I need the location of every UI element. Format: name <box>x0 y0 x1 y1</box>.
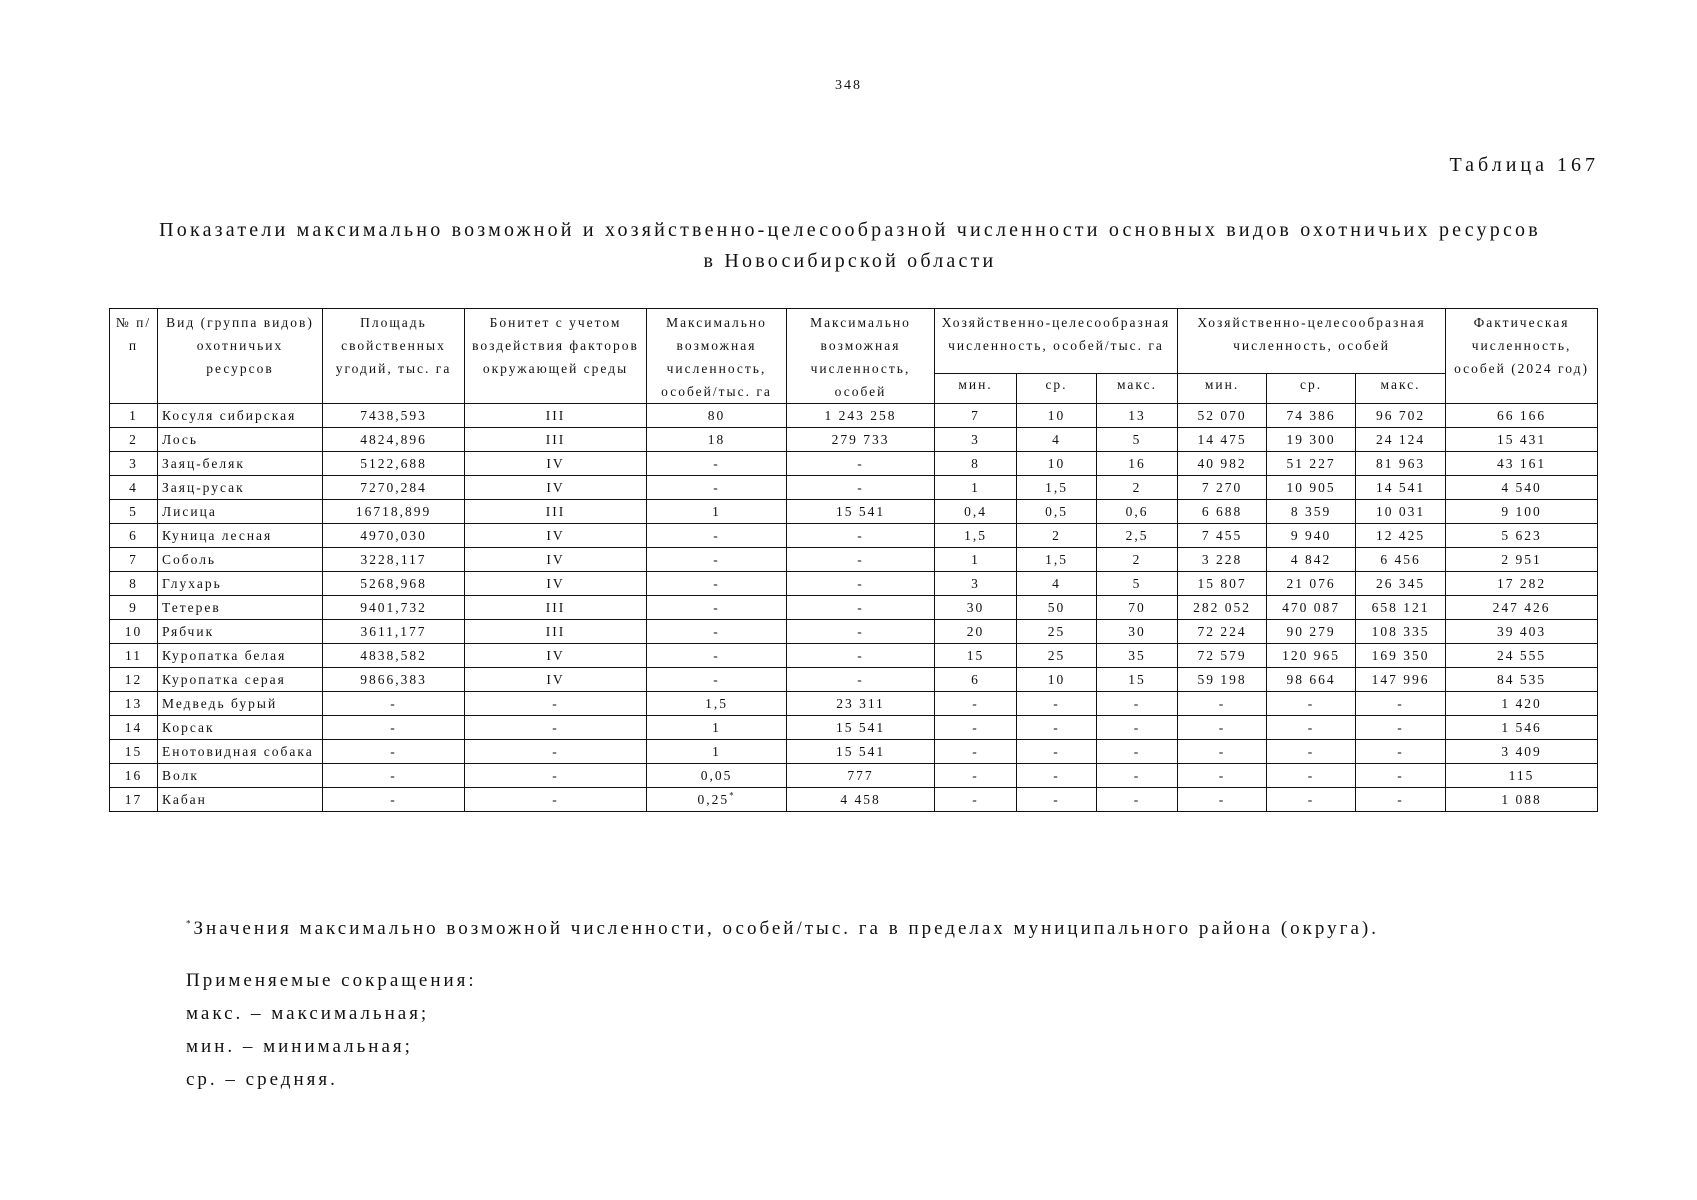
cell-density-max: - <box>1097 716 1178 740</box>
cell-species: Тетерев <box>158 596 323 620</box>
cell-area: 3228,117 <box>323 548 465 572</box>
cell-bonitet: - <box>465 716 647 740</box>
cell-num: 10 <box>110 620 158 644</box>
cell-density-min: - <box>935 740 1017 764</box>
cell-max-count: - <box>787 548 935 572</box>
cell-actual: 1 420 <box>1446 692 1598 716</box>
cell-bonitet: III <box>465 500 647 524</box>
cell-count-max: 14 541 <box>1356 476 1446 500</box>
cell-count-min: - <box>1178 692 1267 716</box>
cell-density-min: 0,4 <box>935 500 1017 524</box>
cell-bonitet: III <box>465 428 647 452</box>
cell-actual: 1 546 <box>1446 716 1598 740</box>
cell-density-max: - <box>1097 740 1178 764</box>
cell-count-min: 15 807 <box>1178 572 1267 596</box>
cell-num: 4 <box>110 476 158 500</box>
cell-max-count: - <box>787 476 935 500</box>
header-max-count: Максимально возможная численность, особей <box>787 309 935 404</box>
cell-density-avg: 25 <box>1017 644 1097 668</box>
cell-species: Глухарь <box>158 572 323 596</box>
cell-bonitet: - <box>465 764 647 788</box>
abbreviation-item: ср. – средняя. <box>186 1069 338 1090</box>
table-row <box>110 476 1598 500</box>
cell-actual: 4 540 <box>1446 476 1598 500</box>
header-bonitet: Бонитет с учетом воздействия факторов окружающей среды <box>465 309 647 404</box>
header-max-density: Максимально возможная численность, особей/тыс. га <box>647 309 787 404</box>
cell-actual: 3 409 <box>1446 740 1598 764</box>
cell-max-density: - <box>647 620 787 644</box>
cell-density-min: 6 <box>935 668 1017 692</box>
cell-density-max: - <box>1097 692 1178 716</box>
cell-density-min: 3 <box>935 428 1017 452</box>
cell-max-count: - <box>787 668 935 692</box>
cell-num: 7 <box>110 548 158 572</box>
cell-num: 1 <box>110 404 158 428</box>
cell-density-min: 1 <box>935 548 1017 572</box>
cell-density-max: 5 <box>1097 572 1178 596</box>
cell-area: 4824,896 <box>323 428 465 452</box>
cell-area: 5268,968 <box>323 572 465 596</box>
cell-species: Куница лесная <box>158 524 323 548</box>
cell-count-min: 59 198 <box>1178 668 1267 692</box>
cell-density-max: 30 <box>1097 620 1178 644</box>
cell-num: 3 <box>110 452 158 476</box>
cell-species: Заяц-беляк <box>158 452 323 476</box>
cell-max-density: 0,25* <box>647 788 787 812</box>
cell-count-min: 3 228 <box>1178 548 1267 572</box>
cell-count-avg: - <box>1267 788 1356 812</box>
cell-density-min: 8 <box>935 452 1017 476</box>
cell-count-min: 7 455 <box>1178 524 1267 548</box>
cell-species: Кабан <box>158 788 323 812</box>
cell-bonitet: IV <box>465 524 647 548</box>
cell-count-max: - <box>1356 788 1446 812</box>
table-row <box>110 644 1598 668</box>
cell-actual: 24 555 <box>1446 644 1598 668</box>
footnote-mark: * <box>186 918 194 929</box>
cell-density-min: 30 <box>935 596 1017 620</box>
cell-area: - <box>323 788 465 812</box>
table-body <box>110 404 1598 812</box>
cell-area: 5122,688 <box>323 452 465 476</box>
cell-area: 9401,732 <box>323 596 465 620</box>
cell-count-max: 12 425 <box>1356 524 1446 548</box>
cell-max-count: 23 311 <box>787 692 935 716</box>
cell-count-min: 72 224 <box>1178 620 1267 644</box>
table-row <box>110 524 1598 548</box>
cell-density-max: 0,6 <box>1097 500 1178 524</box>
cell-num: 5 <box>110 500 158 524</box>
cell-actual: 247 426 <box>1446 596 1598 620</box>
cell-max-count: 4 458 <box>787 788 935 812</box>
cell-max-density: 1 <box>647 740 787 764</box>
cell-density-avg: 50 <box>1017 596 1097 620</box>
header-density-max: макс. <box>1097 373 1178 403</box>
cell-density-avg: - <box>1017 764 1097 788</box>
cell-max-density: - <box>647 668 787 692</box>
cell-count-max: 24 124 <box>1356 428 1446 452</box>
cell-density-avg: - <box>1017 716 1097 740</box>
cell-bonitet: - <box>465 740 647 764</box>
cell-max-count: - <box>787 452 935 476</box>
cell-max-count: - <box>787 620 935 644</box>
cell-count-avg: - <box>1267 716 1356 740</box>
cell-count-min: 282 052 <box>1178 596 1267 620</box>
cell-bonitet: III <box>465 404 647 428</box>
cell-max-count: 15 541 <box>787 716 935 740</box>
cell-max-density: 1 <box>647 500 787 524</box>
cell-density-max: 16 <box>1097 452 1178 476</box>
cell-count-avg: 10 905 <box>1267 476 1356 500</box>
cell-bonitet: - <box>465 788 647 812</box>
cell-count-max: 147 996 <box>1356 668 1446 692</box>
cell-max-density: - <box>647 548 787 572</box>
cell-count-max: 96 702 <box>1356 404 1446 428</box>
table-row <box>110 404 1598 428</box>
cell-count-min: - <box>1178 788 1267 812</box>
cell-max-density: 18 <box>647 428 787 452</box>
cell-max-density: - <box>647 572 787 596</box>
table-row <box>110 572 1598 596</box>
cell-max-count: - <box>787 596 935 620</box>
cell-count-min: 40 982 <box>1178 452 1267 476</box>
cell-count-min: - <box>1178 764 1267 788</box>
cell-species: Рябчик <box>158 620 323 644</box>
cell-actual: 84 535 <box>1446 668 1598 692</box>
cell-max-count: - <box>787 644 935 668</box>
table-row <box>110 740 1598 764</box>
table-row <box>110 764 1598 788</box>
cell-count-avg: 470 087 <box>1267 596 1356 620</box>
cell-count-max: 169 350 <box>1356 644 1446 668</box>
table-label: Таблица 167 <box>1449 154 1599 176</box>
cell-max-density: 1,5 <box>647 692 787 716</box>
cell-density-min: 1,5 <box>935 524 1017 548</box>
cell-count-max: 6 456 <box>1356 548 1446 572</box>
cell-actual: 17 282 <box>1446 572 1598 596</box>
header-num: № п/п <box>110 309 158 404</box>
cell-actual: 66 166 <box>1446 404 1598 428</box>
cell-num: 11 <box>110 644 158 668</box>
cell-count-min: 7 270 <box>1178 476 1267 500</box>
header-eco-density: Хозяйственно-целесообразная численность, особей/тыс. га <box>935 309 1178 374</box>
header-density-avg: ср. <box>1017 373 1097 403</box>
cell-max-density: 80 <box>647 404 787 428</box>
note-mark: * <box>729 790 736 801</box>
cell-area: - <box>323 764 465 788</box>
cell-count-max: - <box>1356 764 1446 788</box>
cell-density-avg: 10 <box>1017 452 1097 476</box>
cell-density-max: 5 <box>1097 428 1178 452</box>
cell-actual: 9 100 <box>1446 500 1598 524</box>
cell-density-max: 70 <box>1097 596 1178 620</box>
cell-density-avg: - <box>1017 740 1097 764</box>
cell-species: Лисица <box>158 500 323 524</box>
cell-species: Корсак <box>158 716 323 740</box>
cell-species: Заяц-русак <box>158 476 323 500</box>
cell-max-density: - <box>647 476 787 500</box>
cell-species: Куропатка серая <box>158 668 323 692</box>
abbreviation-item: макс. – максимальная; <box>186 1003 430 1024</box>
cell-bonitet: IV <box>465 476 647 500</box>
cell-area: 4970,030 <box>323 524 465 548</box>
header-eco-count: Хозяйственно-целесообразная численность, особей <box>1178 309 1446 374</box>
cell-actual: 115 <box>1446 764 1598 788</box>
cell-count-avg: 120 965 <box>1267 644 1356 668</box>
footnote-text: Значения максимально возможной численности, особей/тыс. га в пределах муниципального района (округа). <box>193 918 1379 939</box>
cell-bonitet: IV <box>465 668 647 692</box>
cell-max-count: 15 541 <box>787 500 935 524</box>
cell-count-min: 14 475 <box>1178 428 1267 452</box>
title-line-2: в Новосибирской области <box>703 250 997 272</box>
data-table <box>109 308 1598 812</box>
cell-density-avg: - <box>1017 788 1097 812</box>
cell-density-avg: 2 <box>1017 524 1097 548</box>
cell-density-max: 2 <box>1097 548 1178 572</box>
cell-max-count: 279 733 <box>787 428 935 452</box>
cell-count-max: - <box>1356 692 1446 716</box>
cell-species: Косуля сибирская <box>158 404 323 428</box>
table-row <box>110 716 1598 740</box>
footnote <box>186 918 1379 940</box>
cell-count-avg: 90 279 <box>1267 620 1356 644</box>
cell-actual: 1 088 <box>1446 788 1598 812</box>
cell-density-avg: 25 <box>1017 620 1097 644</box>
cell-count-min: 52 070 <box>1178 404 1267 428</box>
cell-density-avg: 1,5 <box>1017 476 1097 500</box>
cell-area: 9866,383 <box>323 668 465 692</box>
cell-species: Лось <box>158 428 323 452</box>
cell-count-avg: - <box>1267 692 1356 716</box>
document-title <box>110 215 1590 277</box>
table-row <box>110 692 1598 716</box>
cell-bonitet: IV <box>465 572 647 596</box>
header-actual: Фактическая численность, особей (2024 год) <box>1446 309 1598 404</box>
cell-density-max: 2 <box>1097 476 1178 500</box>
cell-area: - <box>323 740 465 764</box>
cell-count-avg: 19 300 <box>1267 428 1356 452</box>
cell-density-avg: 10 <box>1017 404 1097 428</box>
cell-num: 14 <box>110 716 158 740</box>
cell-species: Медведь бурый <box>158 692 323 716</box>
cell-density-min: 1 <box>935 476 1017 500</box>
cell-max-density: - <box>647 596 787 620</box>
page-number: 348 <box>835 78 862 93</box>
cell-bonitet: - <box>465 692 647 716</box>
cell-num: 16 <box>110 764 158 788</box>
cell-actual: 5 623 <box>1446 524 1598 548</box>
cell-area: 3611,177 <box>323 620 465 644</box>
cell-num: 13 <box>110 692 158 716</box>
cell-max-density: - <box>647 452 787 476</box>
cell-area: - <box>323 716 465 740</box>
cell-num: 8 <box>110 572 158 596</box>
cell-num: 12 <box>110 668 158 692</box>
cell-bonitet: III <box>465 620 647 644</box>
cell-density-avg: - <box>1017 692 1097 716</box>
cell-count-avg: 8 359 <box>1267 500 1356 524</box>
table-row <box>110 596 1598 620</box>
header-area: Площадь свойственных угодий, тыс. га <box>323 309 465 404</box>
cell-bonitet: IV <box>465 452 647 476</box>
table-row <box>110 788 1598 812</box>
cell-bonitet: III <box>465 596 647 620</box>
cell-count-avg: 98 664 <box>1267 668 1356 692</box>
cell-density-avg: 0,5 <box>1017 500 1097 524</box>
cell-actual: 2 951 <box>1446 548 1598 572</box>
cell-count-max: - <box>1356 740 1446 764</box>
cell-num: 15 <box>110 740 158 764</box>
cell-count-max: - <box>1356 716 1446 740</box>
cell-count-max: 26 345 <box>1356 572 1446 596</box>
cell-num: 6 <box>110 524 158 548</box>
cell-count-avg: - <box>1267 764 1356 788</box>
cell-density-max: - <box>1097 764 1178 788</box>
cell-count-max: 10 031 <box>1356 500 1446 524</box>
cell-actual: 39 403 <box>1446 620 1598 644</box>
cell-density-min: - <box>935 716 1017 740</box>
cell-count-max: 108 335 <box>1356 620 1446 644</box>
cell-count-min: - <box>1178 716 1267 740</box>
cell-num: 9 <box>110 596 158 620</box>
abbreviations-title: Применяемые сокращения: <box>186 970 477 991</box>
table-row <box>110 500 1598 524</box>
cell-density-min: - <box>935 692 1017 716</box>
cell-density-max: 13 <box>1097 404 1178 428</box>
title-line-1: Показатели максимально возможной и хозяйственно-целесообразной численности основных видов охотничьих ресурсов <box>159 219 1541 241</box>
cell-density-min: 15 <box>935 644 1017 668</box>
table-row <box>110 620 1598 644</box>
cell-density-min: 7 <box>935 404 1017 428</box>
cell-max-count: - <box>787 524 935 548</box>
cell-bonitet: IV <box>465 644 647 668</box>
cell-area: 4838,582 <box>323 644 465 668</box>
cell-count-max: 658 121 <box>1356 596 1446 620</box>
cell-num: 2 <box>110 428 158 452</box>
cell-max-count: 777 <box>787 764 935 788</box>
cell-density-avg: 10 <box>1017 668 1097 692</box>
table-row <box>110 668 1598 692</box>
cell-density-avg: 1,5 <box>1017 548 1097 572</box>
header-species: Вид (группа видов) охотничьих ресурсов <box>158 309 323 404</box>
cell-count-min: 6 688 <box>1178 500 1267 524</box>
cell-density-min: 20 <box>935 620 1017 644</box>
cell-max-density: - <box>647 524 787 548</box>
table-row <box>110 452 1598 476</box>
cell-area: 16718,899 <box>323 500 465 524</box>
cell-max-density: 0,05 <box>647 764 787 788</box>
cell-species: Енотовидная собака <box>158 740 323 764</box>
header-count-max: макс. <box>1356 373 1446 403</box>
cell-density-min: - <box>935 764 1017 788</box>
cell-max-count: 1 243 258 <box>787 404 935 428</box>
cell-count-avg: 74 386 <box>1267 404 1356 428</box>
cell-density-max: - <box>1097 788 1178 812</box>
abbreviation-item: мин. – минимальная; <box>186 1036 413 1057</box>
cell-count-avg: 21 076 <box>1267 572 1356 596</box>
cell-count-avg: 9 940 <box>1267 524 1356 548</box>
cell-num: 17 <box>110 788 158 812</box>
cell-density-min: 3 <box>935 572 1017 596</box>
cell-density-max: 15 <box>1097 668 1178 692</box>
cell-area: - <box>323 692 465 716</box>
cell-species: Куропатка белая <box>158 644 323 668</box>
cell-actual: 15 431 <box>1446 428 1598 452</box>
cell-density-max: 35 <box>1097 644 1178 668</box>
cell-count-avg: 51 227 <box>1267 452 1356 476</box>
cell-density-min: - <box>935 788 1017 812</box>
abbreviations <box>186 964 477 1096</box>
cell-count-avg: 4 842 <box>1267 548 1356 572</box>
cell-count-max: 81 963 <box>1356 452 1446 476</box>
table-row <box>110 548 1598 572</box>
header-density-min: мин. <box>935 373 1017 403</box>
cell-actual: 43 161 <box>1446 452 1598 476</box>
cell-count-avg: - <box>1267 740 1356 764</box>
cell-max-density: - <box>647 644 787 668</box>
cell-count-min: 72 579 <box>1178 644 1267 668</box>
cell-area: 7270,284 <box>323 476 465 500</box>
cell-area: 7438,593 <box>323 404 465 428</box>
cell-count-min: - <box>1178 740 1267 764</box>
cell-max-density: 1 <box>647 716 787 740</box>
header-count-min: мин. <box>1178 373 1267 403</box>
cell-max-count: - <box>787 572 935 596</box>
cell-density-max: 2,5 <box>1097 524 1178 548</box>
cell-density-avg: 4 <box>1017 428 1097 452</box>
cell-bonitet: IV <box>465 548 647 572</box>
cell-species: Волк <box>158 764 323 788</box>
cell-density-avg: 4 <box>1017 572 1097 596</box>
cell-species: Соболь <box>158 548 323 572</box>
header-count-avg: ср. <box>1267 373 1356 403</box>
table-row <box>110 428 1598 452</box>
cell-max-count: 15 541 <box>787 740 935 764</box>
